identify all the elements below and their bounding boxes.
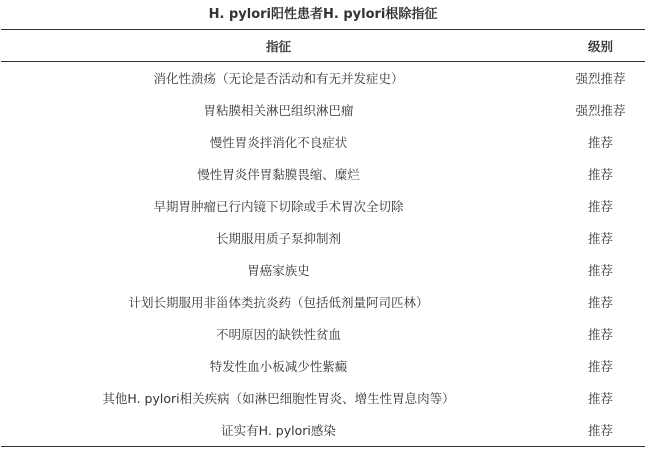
- indication-cell: 不明原因的缺铁性贫血: [215, 327, 341, 342]
- column-header-indication: 指征: [265, 38, 291, 54]
- level-cell: 推荐: [587, 167, 613, 182]
- level-cell: 推荐: [587, 359, 613, 374]
- table-row: [1, 286, 645, 318]
- indication-cell: 早期胃肿瘤已行内镜下切除或手术胃次全切除: [153, 199, 404, 214]
- indication-table: [1, 30, 645, 447]
- level-cell: 强烈推荐: [575, 103, 626, 118]
- level-cell: 推荐: [587, 135, 613, 150]
- level-cell: 推荐: [587, 231, 613, 246]
- indication-cell: 胃粘膜相关淋巴组织淋巴瘤: [203, 103, 354, 118]
- level-cell: 强烈推荐: [575, 71, 626, 86]
- level-cell: 推荐: [556, 414, 645, 447]
- indication-cell: 慢性胃炎伴胃黏膜畏缩、糜烂: [197, 167, 360, 182]
- indication-cell: 消化性溃疡（无论是否活动和有无并发症史）: [153, 71, 404, 86]
- column-header-level: 级别: [587, 38, 613, 54]
- indication-cell: 证实有H. pylori感染: [1, 414, 556, 447]
- table-row: [1, 190, 645, 222]
- indication-cell: 长期服用质子泵抑制剂: [215, 231, 341, 246]
- table-row: [1, 414, 645, 447]
- table-row: [1, 94, 645, 126]
- level-cell: 推荐: [587, 391, 613, 406]
- table-row: [1, 254, 645, 286]
- level-cell: 推荐: [587, 295, 613, 310]
- indication-cell: 计划长期服用非甾体类抗炎药（包括低剂量阿司匹林）: [128, 295, 429, 310]
- indication-cell: 胃癌家族史: [247, 263, 310, 278]
- level-cell: 推荐: [587, 263, 613, 278]
- table-row: [1, 126, 645, 158]
- indication-cell: 特发性血小板减少性紫癜: [209, 359, 348, 374]
- level-cell: 推荐: [587, 327, 613, 342]
- table-title: H. pylori阳性患者H. pylori根除指征: [208, 7, 438, 22]
- level-cell: 推荐: [587, 199, 613, 214]
- header-row: [1, 30, 645, 62]
- table-row: [1, 318, 645, 350]
- table-row: [1, 350, 645, 382]
- indication-cell: 慢性胃炎拌消化不良症状: [209, 135, 348, 150]
- table-row: [1, 222, 645, 254]
- indication-cell: 其他H. pylori相关疾病（如淋巴细胞性胃炎、增生性胃息肉等）: [102, 391, 455, 406]
- table-row: [1, 158, 645, 190]
- table-row: [1, 62, 645, 94]
- table-row: [1, 382, 645, 414]
